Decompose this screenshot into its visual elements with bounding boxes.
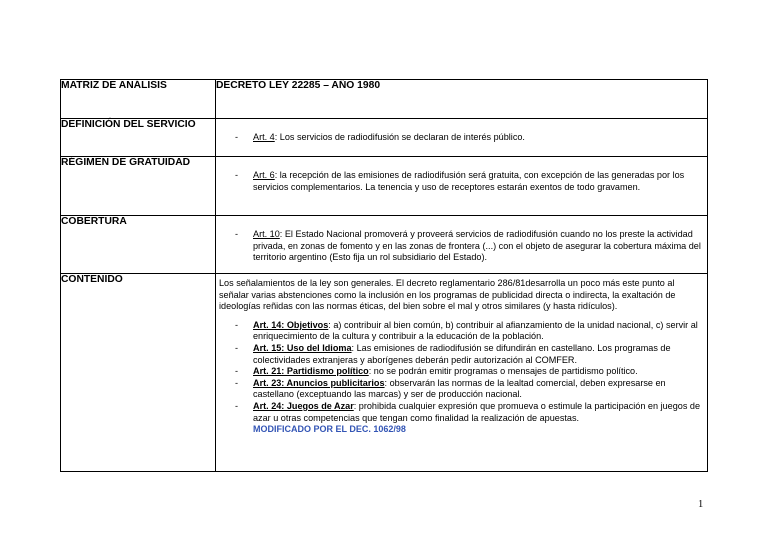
article-ref: Art. 15: Uso del Idioma <box>253 342 352 353</box>
modified-note: MODIFICADO POR EL DEC. 1062/98 <box>253 424 406 435</box>
article-ref: Art. 6 <box>253 170 275 180</box>
article-text: : Las emisiones de radiodifusión se difundirán en castellano. Los programas de colectividades extranjeras y aborígenes deberán pedir autorización al COMFER. <box>253 342 671 365</box>
row-cobertura <box>61 216 708 274</box>
article-text: : no se podrán emitir programas o mensajes de partidismo político. <box>368 366 638 377</box>
row-contenido <box>61 274 708 472</box>
row-label-definicion: DEFINICIÓN DEL SERVICIO <box>61 119 216 157</box>
article-text: : a) contribuir al bien común, b) contribuir al afianzamiento de la unidad nacional, c) servir al enriquecimiento de la cultura y contribuir a la educación de la población. <box>253 319 698 342</box>
article-ref: Art. 4 <box>253 132 275 142</box>
list-item <box>216 343 703 366</box>
row-label-cobertura: COBERTURA <box>61 216 216 274</box>
row-label-contenido: CONTENIDO <box>61 274 216 472</box>
header-row <box>61 80 708 119</box>
page-number: 1 <box>698 499 704 510</box>
article-ref: Art. 23: Anuncios publicitarios <box>253 377 385 388</box>
row-content-contenido <box>216 274 708 472</box>
row-gratuidad <box>61 157 708 216</box>
list-item <box>216 170 703 193</box>
article-ref: Art. 14: Objetivos <box>253 319 329 330</box>
article-ref: Art. 10 <box>253 229 280 239</box>
article-text: : Los servicios de radiodifusión se declaran de interés público. <box>274 132 525 142</box>
analysis-matrix-table <box>60 79 708 472</box>
article-ref: Art. 24: Juegos de Azar <box>253 400 354 411</box>
article-text: : la recepción de las emisiones de radiodifusión será gratuita, con excepción de las generadas por los servicios complementarios. La tenencia y uso de receptores estarán exentos de todo gravamen. <box>253 170 685 192</box>
article-text: : observarán las normas de la lealtad comercial, deben expresarse en castellano (exceptuando las marcas) y ser de producción nacional. <box>253 377 666 400</box>
article-text: : prohibida cualquier expresión que promueva o estimule la participación en juegos de azar u otras competencias que tengan como finalidad la realización de apuestas. <box>253 400 701 423</box>
article-ref: Art. 21: Partidismo político <box>253 366 369 377</box>
article-text: : El Estado Nacional promoverá y proveerá servicios de radiodifusión cuando no los preste la actividad privada, en zonas de fomento y en las zonas de frontera (...) con el objeto de asegurar la cobertura máxima del territorio argentino (Esto fija un rol subsidiario del Estado). <box>253 229 701 263</box>
list-item <box>216 320 703 343</box>
row-content-cobertura <box>216 216 708 274</box>
contenido-intro: Los señalamientos de la ley son generales. El decreto reglamentario 286/81desarrolla un poco más este punto al señalar varias abstenciones como la inclusión en los programas de publicidad directa o indirecta, la exaltación de ideologías reñidas con las normas éticas, del bien sobre el mal y otros similares (y hasta ridículos). <box>219 278 676 312</box>
list-item <box>216 366 703 378</box>
header-left-cell: MATRIZ DE ANÁLISIS <box>61 80 216 119</box>
list-item <box>216 401 703 436</box>
row-definicion <box>61 119 708 157</box>
row-content-definicion <box>216 119 708 157</box>
list-item <box>216 229 703 264</box>
row-content-gratuidad <box>216 157 708 216</box>
header-title: DECRETO LEY 22285 – AÑO 1980 <box>216 80 708 119</box>
list-item <box>216 378 703 401</box>
row-label-gratuidad: RÉGIMEN DE GRATUIDAD <box>61 157 216 216</box>
list-item <box>216 132 703 144</box>
